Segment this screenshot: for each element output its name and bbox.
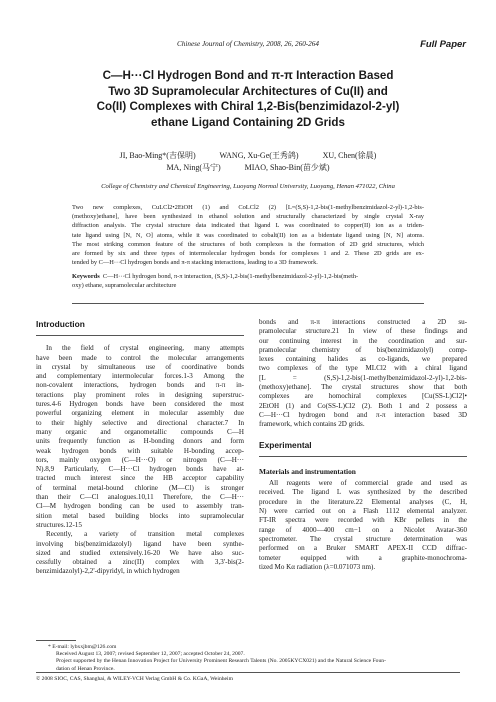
body-text-line: 2EtOH (1) and Co(SS-L)Cl2 (2). Both 1 and 2 possess a <box>259 401 467 410</box>
bottom-divider <box>36 672 460 673</box>
body-text-line: spectrometer. The crystal structure determination was <box>259 534 467 543</box>
author-list <box>40 150 456 174</box>
author-name: MA, Ning(马宁) <box>166 163 221 172</box>
body-text-line: tracted much interest since the HB acceptor capability <box>36 474 244 483</box>
body-text-line: All reagents were of commercial grade and used as <box>269 479 467 488</box>
body-text-line: have been made to control the molecular arrangements <box>36 353 244 362</box>
body-text-line: our continuing interest in the coordination and sur- <box>259 336 467 345</box>
body-text-line: in crystal by simultaneous use of coordinative bonds <box>36 362 244 371</box>
body-text-line: In the field of crystal engineering, many attempts <box>46 344 244 353</box>
copyright-notice: © 2008 SIOC, CAS, Shanghai, & WILEY-VCH Verlag GmbH & Co. KGaA, Weinheim <box>36 676 233 682</box>
body-text-line: Cl—M hydrogen bonding can be used to assembly tran- <box>36 502 244 511</box>
body-text-line: tometer equipped with a graphite-monochroma- <box>259 553 467 562</box>
body-text-line: teractions play prominent roles in designing superstruc- <box>36 390 244 399</box>
body-text-line: tures.4-6 Hydrogen bonds have been considered the most <box>36 400 244 409</box>
body-text-line: two complexes of the type MLCl2 with a chiral ligand <box>259 364 467 373</box>
body-text-line: performed on a Bruker SMART APEX-II CCD diffrac- <box>259 544 467 553</box>
author-name: MIAO, Shao-Bin(苗少斌) <box>244 163 330 172</box>
title-line: Co(II) Complexes with Chiral 1,2-Bis(benzimidazol-2-yl) <box>96 100 400 114</box>
abstract-line: diffraction analysis. The crystal structure data indicated that ligand L was coordinated to copper(II) ion as a triden- <box>72 222 424 230</box>
body-text-line: FT-IR spectra were recorded with KBr pellets in the <box>259 516 467 525</box>
body-text-line: structures.12-15 <box>36 520 82 529</box>
body-text-line: non-covalent interactions, hydrogen bonds and π-π in- <box>36 381 244 390</box>
author-name: XU, Chen(徐晨) <box>322 151 377 160</box>
body-text-line: N) were carried out on a Flash 1112 elemental analyzer. <box>259 507 467 516</box>
footnote-line: * E-mail: lybxxjbm@126.com <box>48 644 117 650</box>
abstract <box>72 203 424 267</box>
body-text-line: N).8,9 Particularly, C—H···Cl hydrogen bonds have at- <box>36 465 244 474</box>
footnotes <box>48 644 468 673</box>
body-text-line: benzimidazolyl)-2,2'-dipyridyl, in which hydrogen <box>36 567 180 576</box>
article-type-label: Full Paper <box>420 39 466 50</box>
title-line: Two 3D Supramolecular Architectures of Cu(II) and <box>108 84 388 98</box>
abstract-line: (methoxy)ethane], have been synthesized in ethanol solution and structurally characterized by single crystal X-ray <box>72 213 424 221</box>
abstract-line: Two new complexes, CuLCl2•2EtOH (1) and CoLCl2 (2) [L=(S,S)-1,2-bis(1-methylbenzimidazol-2-yl)-1,2-bis- <box>72 204 424 211</box>
heading-rule <box>36 335 244 336</box>
body-text-line: tized Mo Kα radiation (λ=0.071073 nm). <box>259 562 376 571</box>
footnote-line: Project supported by the Henan Innovation Project for University Prominent Research Talents (No. 2005KYCX021) and the Natural Science Foun- <box>56 658 386 665</box>
footnote-line: dation of Henan Province. <box>56 665 115 672</box>
right-column <box>259 318 467 572</box>
body-text-line: weak hydrogen bonds with suitable H-bonding accep- <box>36 446 244 455</box>
keywords-line: oxy) ethane, supramolecular architecture <box>72 282 177 290</box>
body-text-line: [L = (S,S)-1,2-bis(1-methylbenzimidazol-2-yl)-1,2-bis- <box>259 373 467 382</box>
abstract-line: tended by C—H···Cl hydrogen bonds and π-π stacking interactions, leading to a 3D framework. <box>72 259 318 267</box>
body-text-line: bonds and π-π interactions constructed a 2D su- <box>259 318 467 326</box>
body-text-line: than their C—Cl analogues.10,11 Therefore, the C—H··· <box>36 493 244 502</box>
title-line: ethane Ligand Containing 2D Grids <box>151 115 345 129</box>
body-text-line: range of 4000—400 cm−1 on a Nicolet Avatar-360 <box>259 525 467 534</box>
author-name: JI, Bao-Ming*(吉保明) <box>119 151 196 160</box>
footnote-divider <box>36 640 76 641</box>
author-name: WANG, Xu-Ge(王秀鸽) <box>219 151 299 160</box>
title-line: C—H···Cl Hydrogen Bond and π-π Interaction Based <box>102 69 394 82</box>
body-text-line: lexes containing halides as co-ligands, we prepared <box>259 355 467 364</box>
affiliation: College of Chemistry and Chemical Engineering, Luoyang Normal University, Luoyang, Henan 471022, China <box>101 183 395 190</box>
body-text-line: procedure in the literature.22 Elemental analyses (C, H, <box>259 497 467 506</box>
body-text-line: powerful organizing element in molecular assembly due <box>36 409 244 418</box>
heading-rule <box>259 456 467 457</box>
keywords-line: C—H···Cl hydrogen bond, π-π interaction, (S,S)-1,2-bis(1-methylbenzimidazol-2-yl)-1,2-bis(meth- <box>102 273 359 280</box>
body-text-line: (methoxy)ethane]. The crystal structures show that both <box>259 383 467 392</box>
body-text-line: sized and studied extensively.16-20 We have also suc- <box>36 548 244 557</box>
journal-citation: Chinese Journal of Chemistry, 2008, 26, 260-264 <box>177 40 319 48</box>
footnote-line: Received August 13, 2007; revised September 12, 2007; accepted October 24, 2007. <box>56 651 245 658</box>
body-text-line: C—H···Cl hydrogen bond and π-π interaction based 3D <box>259 410 467 419</box>
section-heading-experimental: Experimental <box>259 439 312 450</box>
body-text-line: and complementary intermolecular forces.1-3 Among the <box>36 372 244 381</box>
keywords-label: Keywords <box>72 273 100 280</box>
body-text-line: many organic and organometallic compounds C—H <box>36 427 244 436</box>
body-text-line: sition metal based building blocks into supramolecular <box>36 511 244 520</box>
body-text-line: complexes are homochiral complexes [Cu(SS-L)Cl2]• <box>259 392 467 401</box>
subsection-heading: Materials and instrumentation <box>259 466 356 476</box>
body-text-line: tors, mainly oxygen (C—H···O) or nitrogen (C—H··· <box>36 455 244 464</box>
section-divider <box>72 303 424 304</box>
abstract-line: The most striking common feature of the structures of both complexes is the formation of 2D grid structures, which <box>72 240 424 248</box>
section-heading-introduction: Introduction <box>36 319 85 329</box>
body-text-line: involving bis(benzimidazolyl) ligand have been synthe- <box>36 539 244 548</box>
body-text-line: framework, which contains 2D grids. <box>259 420 365 429</box>
abstract-line: are formed by six and three types of intermolecular hydrogen bonds for complexes 1 and 2. These 2D grids are ex- <box>72 250 424 258</box>
body-text-line: units frequently function as H-bonding donors and form <box>36 437 244 446</box>
paper-title <box>40 68 456 130</box>
body-text-line: Recently, a variety of transition metal complexes <box>46 530 244 539</box>
keywords <box>72 272 424 290</box>
body-text-line: of terminal metal-bound chlorine (M—Cl) is stronger <box>36 483 244 492</box>
left-column <box>36 318 244 577</box>
body-text-line: cessfully obtained a zinc(II) complex with 3,3'-bis(2- <box>36 558 244 567</box>
body-text-line: to their highly selective and directional character.7 In <box>36 418 244 427</box>
body-text-line: pramolecular chemistry of bis(benzimidazolyl) comp- <box>259 345 467 354</box>
body-text-line: pramolecular structure.21 In view of these findings and <box>259 327 467 336</box>
abstract-line: tate ligand using [N, N, O] atoms, while it was coordinated to cobalt(II) ion as a bidentate ligand using [N, N] atoms. <box>72 231 424 239</box>
body-text-line: received. The ligand L was synthesized by the described <box>259 488 467 497</box>
